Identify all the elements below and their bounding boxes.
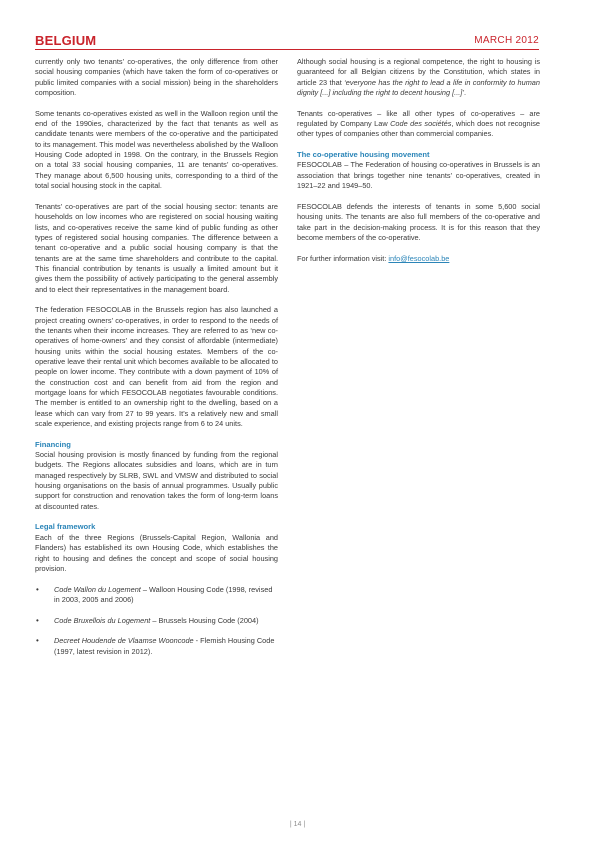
housing-code-list bbox=[35, 585, 278, 657]
movement-heading: The co-operative housing movement bbox=[297, 150, 430, 160]
paragraph: currently only two tenants’ co-operatives, the only difference from other social housing companies (which have taken the form of co-operatives or public limited companies with a social mission) being in the shareholders composition. bbox=[35, 57, 278, 98]
constitution-quote: ‘everyone has the right to lead a life in conformity to human dignity [...] including the right to decent housing [...]’ bbox=[297, 77, 540, 98]
company-law-title: Code des sociétés bbox=[390, 119, 452, 129]
code-title: Decreet Houdende de Vlaamse Wooncode bbox=[54, 636, 194, 646]
list-item bbox=[35, 585, 278, 606]
text-run: Although social housing is a regional competence, the right to housing is guaranteed for all Belgian citizens by the Constitution, which states in article 23 that bbox=[297, 57, 540, 87]
paragraph: The federation FESOCOLAB in the Brussels region has also launched a project creating owners’ co-operatives, in order to respond to the needs of the tenants when their income increases. They are referred to as ‘new co-operatives of home-owners’ and they consist of affordable (intermediate) housing units within the social housing estates. Members of the co-operative leave their rental unit which becomes available to be allocated to people on lower income. They contribute with a down payment of 10% of the construction cost and can benefit from aid from the region and mortgage loans for which FESOCOLAB negotiates favourable conditions. The member is entitled to an ownership right to the dwelling, based on a lease which can vary from 27 to 99 years. It’s a relatively new and small scale experience, and existing projects range from 6 to 24 units. bbox=[35, 305, 278, 429]
info-prefix: For further information visit: bbox=[297, 253, 389, 263]
code-title: Code Wallon du Logement bbox=[54, 584, 141, 594]
text-run: , which does not recognise other types of companies other than commercial companies. bbox=[297, 119, 541, 139]
page-number: | 14 | bbox=[289, 821, 306, 828]
header-date: MARCH 2012 bbox=[474, 35, 539, 46]
legal-framework-paragraph: Each of the three Regions (Brussels-Capital Region, Wallonia and Flanders) has established its own Housing Code, which establishes the right to housing and defines the concept and scope of social housing provision. bbox=[35, 532, 278, 573]
info-paragraph bbox=[297, 254, 540, 264]
code-title: Code Bruxellois du Logement bbox=[54, 615, 151, 625]
bullet-icon: • bbox=[36, 636, 39, 646]
paragraph: Some tenants co-operatives existed as well in the Walloon region until the end of the 1990ies, characterized by the fact that tenants as well as candidate tenants were members of the co-operative and the participated to its management. This model was nevertheless abolished by the Walloon Housing Code adopted in 1998. On the contrary, in the Brussels Region on a total 33 social housing companies, 11 are tenants’ co-operatives. They manage about 6,500 housing units, corresponding to a third of the total social housing stock in the capital. bbox=[35, 108, 278, 191]
code-description: - Flemish Housing Code (1997, latest revision in 2012). bbox=[54, 636, 275, 656]
left-column bbox=[35, 57, 278, 667]
text-run: . bbox=[463, 88, 467, 98]
header-country: BELGIUM bbox=[35, 33, 97, 48]
paragraph: FESOCOLAB defends the interests of tenants in some 5,600 social housing units. The tenants are also full members of the co-operative and take part in the decision-making process. It is for this reason that they become members of the co-operative. bbox=[297, 201, 540, 242]
financing-paragraph: Social housing provision is mostly financed by funding from the regional budgets. The Regions allocates subsidies and loans, which are in turn managed respectively by SLRB, SWL and VMSW and distributed to social housing organisations on the basis of annual programmes. Usually public support for construction and renovation takes the form of long-term loans at discounted rates. bbox=[35, 450, 278, 511]
email-link[interactable]: info@fesocolab.be bbox=[388, 253, 450, 263]
list-item bbox=[35, 616, 278, 626]
paragraph: Tenants’ co-operatives are part of the social housing sector: tenants are households on low incomes who are registered on social housing waiting lists, and co-operatives receive the same kind of public funding as other types of registered social housing companies. The difference between a tenant co-operative and a public social housing company is that the tenants are at the same time shareholders and contribute to the capital. This financial contribution by tenants is usually a limited amount but it gives them the possibility of actively participating to the general assembly and to elect their representatives in the management board. bbox=[35, 201, 278, 294]
paragraph bbox=[297, 109, 540, 140]
text-run: Tenants co-operatives – like all other types of co-operatives – are regulated by Company Law bbox=[297, 108, 540, 129]
code-description: – Brussels Housing Code (2004) bbox=[150, 615, 259, 625]
movement-paragraph: FESOCOLAB – The Federation of housing co-operatives in Brussels is an association that brings together nine tenants’ co-operatives, created in 1921–22 and 1949–50. bbox=[297, 160, 540, 191]
right-column bbox=[297, 57, 540, 274]
bullet-icon: • bbox=[36, 584, 39, 594]
page-header bbox=[35, 33, 539, 50]
legal-framework-heading: Legal framework bbox=[35, 522, 96, 532]
paragraph bbox=[297, 57, 540, 98]
code-description: – Walloon Housing Code (1998, revised in 2003, 2005 and 2006) bbox=[54, 584, 273, 604]
list-item bbox=[35, 636, 278, 657]
financing-heading: Financing bbox=[35, 439, 71, 449]
bullet-icon: • bbox=[36, 615, 39, 625]
